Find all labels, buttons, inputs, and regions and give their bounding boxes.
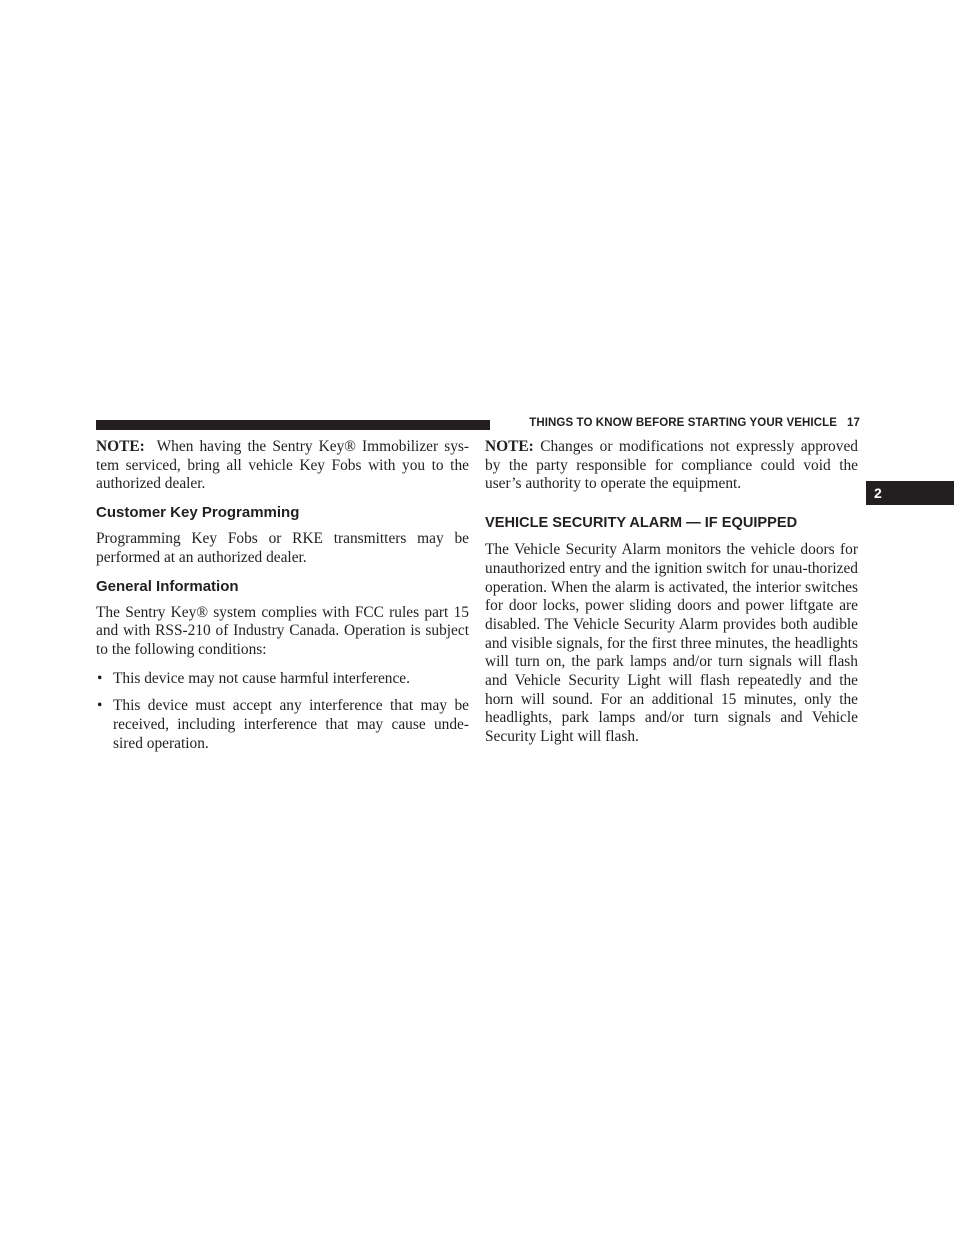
section-heading-general-information: General Information xyxy=(96,577,239,595)
chapter-tab xyxy=(866,481,954,505)
note-text: Changes or modifications not expressly approved by the party responsible for compliance could void the user’s authority to operate the equipment. xyxy=(485,438,858,493)
note-text: When having the Sentry Key® Immobilizer sys-tem serviced, bring all vehicle Key Fobs with you to the authorized dealer. xyxy=(96,438,470,493)
list-item xyxy=(96,697,469,753)
note-label: NOTE: xyxy=(96,438,145,455)
customer-key-programming-text: Programming Key Fobs or RKE transmitters may be performed at an authorized dealer. xyxy=(96,530,469,566)
list-item-text: This device must accept any interference that may be received, including interference that may cause unde-sired operation. xyxy=(113,697,469,752)
section-heading-customer-key-programming: Customer Key Programming xyxy=(96,504,300,522)
general-information-text: The Sentry Key® system complies with FCC rules part 15 and with RSS-210 of Industry Canada. Operation is subject to the following conditions: xyxy=(96,603,469,658)
left-column xyxy=(96,438,469,762)
running-header xyxy=(498,417,860,429)
page-number: 17 xyxy=(847,417,860,429)
running-title: THINGS TO KNOW BEFORE STARTING YOUR VEHICLE xyxy=(529,417,837,429)
header-rule xyxy=(96,420,490,430)
vehicle-security-alarm-text: The Vehicle Security Alarm monitors the vehicle doors for unauthorized entry and the ignition switch for unau-thorized operation. When the alarm is activated, the interior switches for door locks, power sliding doors and power liftgate are disabled. The Vehicle Security Alarm provides both audible and visible signals, for the first three minutes, the headlights will turn on, the park lamps and/or turn signals will flash and Vehicle Security Light will flash repeatedly and the horn will sound. For an additional 15 minutes, only the headlights, park lamps and/or turn signals and Vehicle Security Light will flash. xyxy=(485,541,858,746)
conditions-list xyxy=(96,670,469,754)
chapter-number: 2 xyxy=(874,485,882,501)
right-column xyxy=(485,438,858,747)
list-item-text: This device may not cause harmful interference. xyxy=(113,669,410,687)
note-label: NOTE: xyxy=(485,438,534,455)
list-item xyxy=(96,670,469,689)
section-heading-vehicle-security-alarm: VEHICLE SECURITY ALARM — IF EQUIPPED xyxy=(485,515,798,532)
note-paragraph xyxy=(96,438,469,494)
bullet-icon: • xyxy=(97,669,103,687)
note-paragraph xyxy=(485,438,858,494)
bullet-icon: • xyxy=(97,697,103,715)
